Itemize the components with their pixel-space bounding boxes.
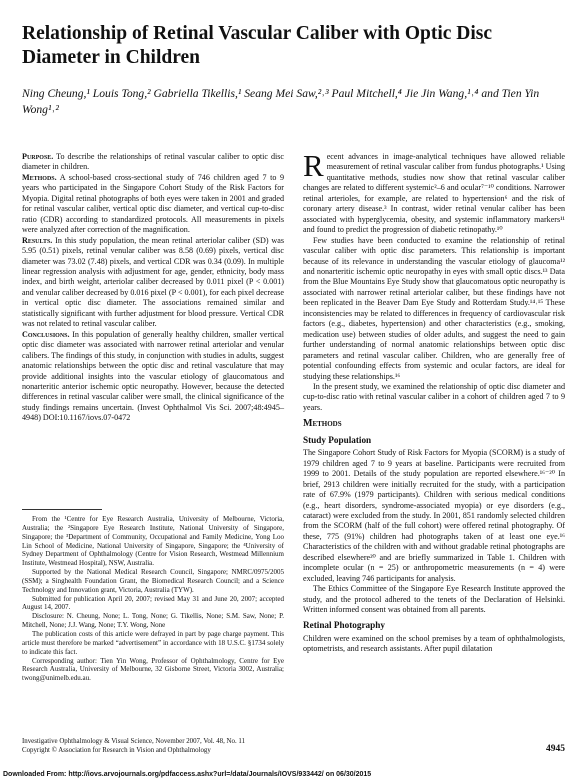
methods-paragraph-2: The Ethics Committee of the Singapore Eye Research Institute approved the study, and the protocol adhered to the tenets of the Declaration of Helsinki. Written informed consent was obtained from all parents.: [303, 584, 565, 615]
purpose-label: Purpose.: [22, 152, 54, 161]
methods-text: A school-based cross-sectional study of 746 children aged 7 to 9 years who participated in the Singapore Cohort Study of the Risk Factors for Myopia. Digital retinal photographs of both eyes were taken in 2001 and graded for retinal vascular caliber, vertical optic disc diameter, and vertical cup-to-disc ratio (CDR) according to standardized protocols. All measurements in pixels were analyzed after correction of the magnification.: [22, 172, 284, 235]
abstract: [22, 152, 284, 424]
abstract-methods: [22, 173, 284, 236]
methods-paragraph-3: Children were examined on the school premises by a team of ophthalmologists, optometrists, and research assistants. After pupil dilatation: [303, 633, 565, 654]
abstract-purpose: [22, 152, 284, 173]
journal-citation: Investigative Ophthalmology & Visual Science, November 2007, Vol. 48, No. 11: [22, 738, 246, 745]
footnotes: [22, 515, 284, 683]
intro-paragraph-1: [303, 148, 565, 236]
abstract-results: [22, 236, 284, 330]
article-title: Relationship of Retinal Vascular Caliber with Optic Disc Diameter in Children: [22, 23, 493, 68]
copyright: Copyright © Association for Research in Vision and Ophthalmology: [22, 746, 211, 754]
drop-cap: R: [303, 148, 324, 183]
intro-paragraph-2: Few studies have been conducted to examine the relationship of retinal vascular caliber with optic disc parameters. This relationship is important because of its relevance in understanding the vascular etiology of glaucoma¹² and nonarteritic ischemic optic neuropathy in eyes with small optic discs.¹³ Data from the Blue Mountains Eye Study show that glaucomatous optic neuropathy is associated with narrower retinal arteriolar caliber, but these findings have not been replicated in the Beaver Dam Eye Study and Rotterdam Study.¹⁴˒¹⁵ These inconsistencies may be related to differences in frequency of cardiovascular risk factors (e.g., diabetes, hypertension) and other characteristics (e.g., smoking, medication use) between studies of older adults, and suggest the need to gain further understanding of normal anatomic relationships between optic disc parameters and retinal vascular caliber. Children, who are generally free of potential confounding effects from systemic and ocular factors, are ideal for studying these relationships.¹⁶: [303, 235, 565, 381]
footnote-disclosure: Disclosure: N. Cheung, None; L. Tong, None; G. Tikellis, None; S.M. Saw, None; P. Mitchell, None; J.J. Wang, None; T.Y. Wong, None: [22, 612, 284, 630]
author-list: Ning Cheung,¹ Louis Tong,² Gabriella Tikellis,¹ Seang Mei Saw,²˒³ Paul Mitchell,⁴ Jie Jin Wang,¹˒⁴ and Tien Yin Wong¹˒²: [22, 87, 540, 116]
intro-paragraph-3: In the present study, we examined the relationship of optic disc diameter and cup-to-disc ratio with retinal vascular caliber in a cohort of children aged 7 to 9 years.: [303, 381, 565, 412]
conclusions-label: Conclusions.: [22, 329, 70, 339]
retinal-photography-heading: Retinal Photography: [303, 620, 385, 631]
journal-footer: [22, 738, 565, 755]
footnote-costs: The publication costs of this article were defrayed in part by page charge payment. This article must therefore be marked “advertisement” in accordance with 18 U.S.C. §1734 solely to indicate this fact.: [22, 629, 284, 656]
footnote-rule: [22, 509, 102, 510]
abstract-conclusions: [22, 330, 284, 424]
conclusions-text: In this population of generally healthy children, smaller vertical optic disc diameter was associated with narrower retinal arteriolar and venular calibers. The findings of this study, in conjunction with studies in adults, suggest anatomic relationships between the optic disc and retinal vasculature that may provide additional insights into the vascular etiology of glaucomatous and nonarteritic anterior ischemic optic neuropathy. However, because the detected differences in retinal vascular caliber were small, the clinical significance of the study findings remains uncertain. (Invest Ophthalmol Vis Sci. 2007;48:4945–4948) DOI:10.1167/iovs.07-0472: [22, 329, 284, 423]
footnote-affiliations: From the ¹Centre for Eye Research Australia, University of Melbourne, Victoria, Australia; the ²Singapore Eye Research Institute, National University of Singapore, Singapore; the ³Department of Community, Occupational and Family Medicine, Yong Loo Lin School of Medicine, National University of Singapore, Singapore; the ⁴University of Sydney Department of Ophthalmology (Centre for Vision Research, Westmead Millennium Institute, Westmead Hospital), NSW, Australia.: [22, 515, 284, 568]
methods-paragraph-1: The Singapore Cohort Study of Risk Factors for Myopia (SCORM) is a study of 1979 children aged 7 to 9 years at baseline. Participants were recruited from 1999 to 2001. Details of the study population are reported elsewhere.¹⁶⁻²⁰ In brief, 2913 children were initially recruited for the study, with a participation rate of 67.9% (1979 participants). Children with serious medical conditions (e.g., heart disorders, syndrome-associated myopia) or eye disorders (e.g., cataract) were excluded from the study. In 2001, 851 randomly selected children from the SCORM (half of the full cohort) were offered retinal photography. Of these, 775 (91%) children had photographs taken of at least one eye.¹⁶ Characteristics of the children with and without gradable retinal photographs are described elsewhere²⁰ and are briefly summarized in Table 1. Children with incomplete ocular (n = 25) or anthropometric measurements (n = 4) were excluded, leaving 746 participants for analysis.: [303, 448, 565, 583]
footnote-support: Supported by the National Medical Research Council, Singapore; NMRC/0975/2005 (SSM); a Singhealth Foundation Grant, the Biomedical Research Council; and a Science Technology and Innovation grant, Victoria, Australia (TYW).: [22, 568, 284, 594]
download-notice: Downloaded From: http://iovs.arvojournals.org/pdfaccess.ashx?url=/data/Journals/IOVS/933442/ on 06/30/2015: [3, 771, 372, 778]
study-population-heading: Study Population: [303, 434, 372, 445]
results-text: In this study population, the mean retinal arteriolar caliber (SD) was 5.95 (0.51) pixels, retinal venular caliber was 8.58 (0.69) pixels, vertical disc diameter was 73.02 (7.48) pixels, and vertical CDR was 0.34 (0.09). In multiple linear regression analysis with adjustment for age, gender, ethnicity, body mass index, and birth weight, arteriolar caliber decreased by 0.011 pixel (P < 0.001) and venular caliber decreased by 0.016 pixel (P < 0.001), for each pixel decrease in vertical optic disc diameter. The associations remained similar and statistically significant with further adjustment for blood pressure. Vertical CDR was not related to retinal vascular caliber.: [22, 235, 284, 329]
page-number: 4945: [546, 744, 565, 754]
footnote-corresponding: Corresponding author: Tien Yin Wong, Professor of Ophthalmology, Centre for Eye Research Australia, University of Melbourne, 32 Gisborne Street, Victoria 3002, Australia; twong@unimelb.edu.au.: [22, 656, 284, 683]
methods-label: Methods.: [22, 172, 57, 182]
results-label: Results.: [22, 235, 53, 245]
purpose-text: To describe the relationships of retinal vascular caliber to optic disc diameter in children.: [22, 152, 284, 172]
footnote-dates: Submitted for publication April 20, 2007; revised May 31 and June 20, 2007; accepted August 14, 2007.: [22, 594, 284, 612]
methods-heading: Methods: [303, 418, 342, 430]
intro-p1-text: ecent advances in image-analytical techniques have allowed reliable measurement of retinal vascular caliber from fundus photographs.¹ Using quantitative methods, studies now show that retinal vascular caliber changes are related to different systemic²–6 and ocular⁷⁻¹⁰ conditions. Narrower retinal arterioles, for example, are related to hypertension⁶ and the risk of coronary artery disease.³ In contrast, wider retinal venular caliber has been associated with hyperglycemia, obesity, and systemic inflammatory markers¹¹ and found to predict the progression of diabetic retinopathy.¹⁰: [303, 152, 565, 235]
body-column: [303, 148, 565, 655]
